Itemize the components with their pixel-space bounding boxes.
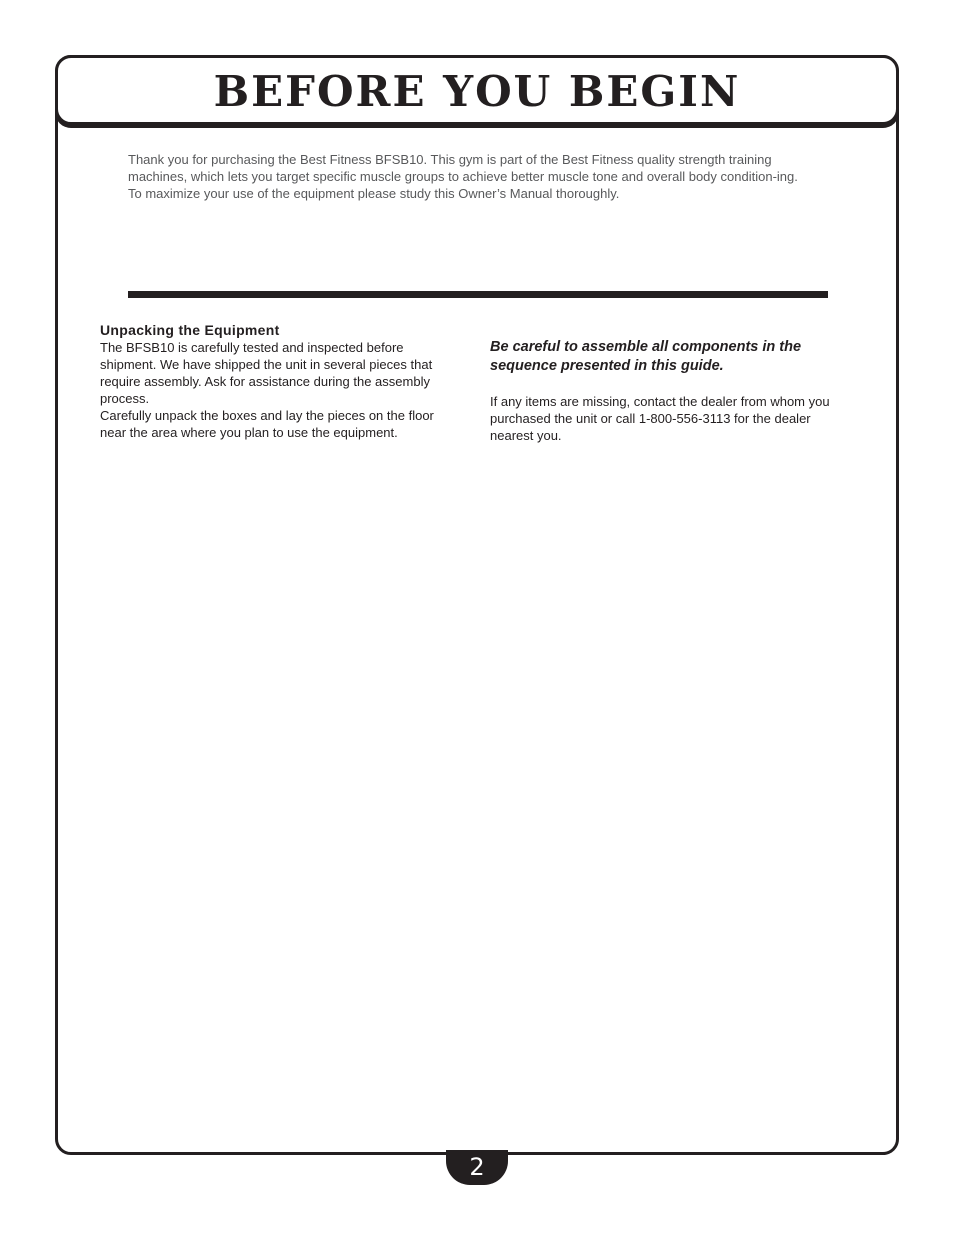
body-paragraph: The BFSB10 is carefully tested and inspected before shipment. We have shipped the unit in several pieces that require assembly. Ask for assistance during the assembly process. [100, 340, 433, 406]
intro-paragraph: Thank you for purchasing the Best Fitness BFSB10. This gym is part of the Best Fitness quality strength training machines, which lets you target specific muscle groups to achieve better muscle tone and overall body condition-ing. [128, 152, 798, 184]
intro-section [128, 151, 833, 202]
caution-note: Be careful to assemble all components in the sequence presented in this guide. [490, 339, 802, 374]
unpacking-section [100, 321, 445, 441]
page-frame [55, 55, 899, 1155]
intro-paragraph: To maximize your use of the equipment please study this Owner’s Manual thoroughly. [128, 186, 620, 201]
missing-items-note: If any items are missing, contact the dealer from whom you purchased the unit or call 1-800-556-3113 for the dealer nearest you. [490, 394, 830, 443]
body-paragraph: Carefully unpack the boxes and lay the pieces on the floor near the area where you plan to use the equipment. [100, 408, 434, 440]
title-banner [55, 55, 899, 125]
section-divider [128, 291, 828, 298]
notes-section [490, 338, 835, 444]
page-title: BEFORE YOU BEGIN [213, 67, 741, 116]
page-number: 2 [446, 1150, 508, 1185]
section-heading: Unpacking the Equipment [100, 322, 280, 338]
